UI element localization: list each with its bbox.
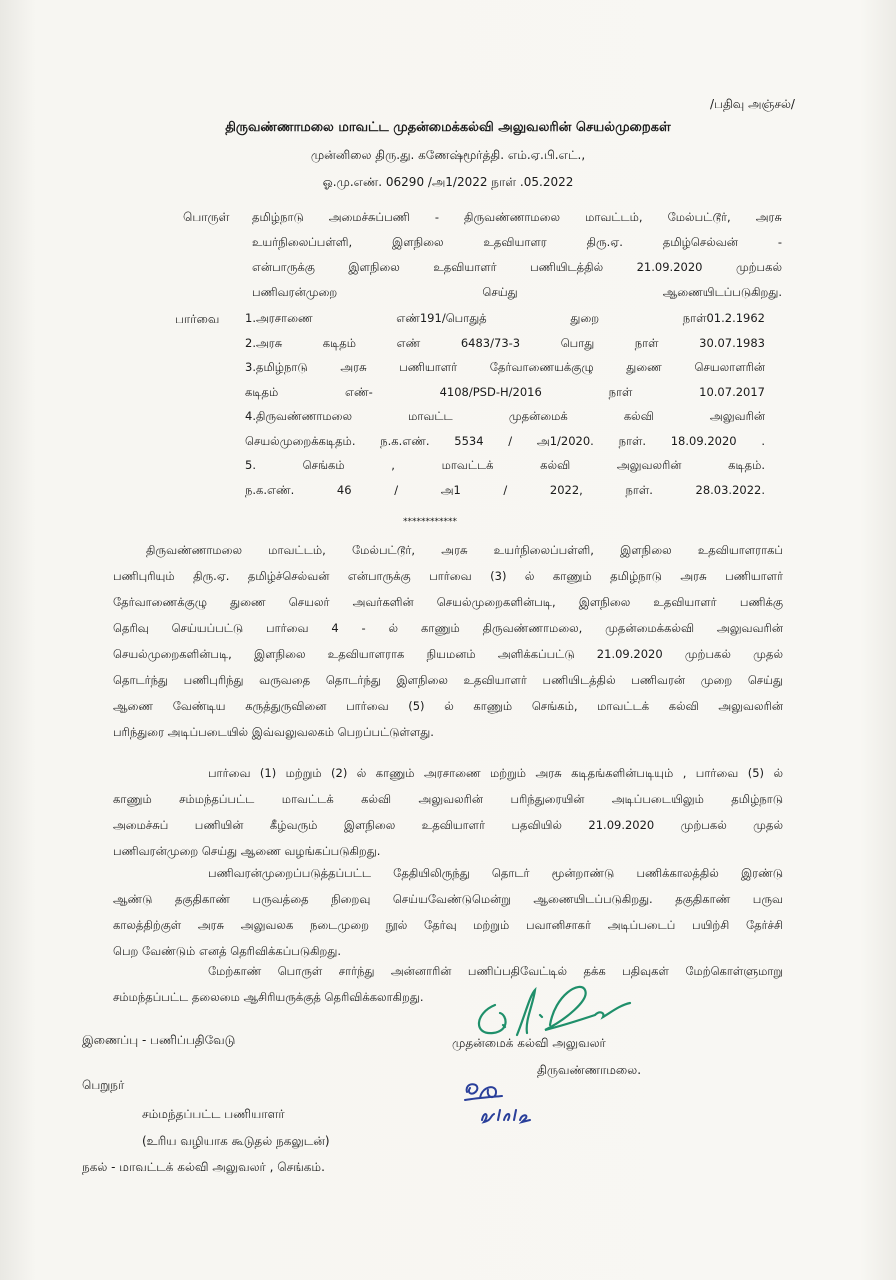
reference-item: செயல்முறைக்கடிதம். ந.க.எண். 5534 / அ1/2020. நாள். 18.09.2020 . [245,433,765,448]
initials-mark [462,1080,532,1130]
paragraph-line: காலத்திற்குள் அரசு அலுவலக நடைமுறை நூல் தேர்வு மற்றும் பவானிசாகர் அடிப்படைப் பயிற்சி தேர்ச்சி [113,918,783,932]
recipient-name: சம்மந்தப்பட்ட பணியாளர் [142,1107,285,1121]
paragraph-line: ஆண்டு தகுதிகாண் பருவத்தை நிறைவு செய்யவேண்டுமென்று ஆணையிடப்படுகிறது. தகுதிகாண் பருவ [113,892,783,906]
enclosure-label: இணைப்பு - பணிப்பதிவேடு [82,1033,236,1047]
subject-line: உயர்நிலைப்பள்ளி, இளநிலை உதவியாளர திரு.ஏ. தமிழ்செல்வன் - [252,235,782,249]
registered-post-label: /பதிவு அஞ்சல்/ [710,97,795,111]
paragraph-line: பார்வை (1) மற்றும் (2) ல் காணும் அரசாணை மற்றும் அரசு கடிதங்களின்படியும் , பார்வை (5) ல் [208,766,783,780]
reference-item: ந.க.எண். 46 / அ1 / 2022, நாள். 28.03.2022. [245,482,765,497]
body-paragraph-2 [113,760,783,864]
paragraph-line: திருவண்ணாமலை மாவட்டம், மேல்பட்டூர், அரசு உயர்நிலைப்பள்ளி, இளநிலை உதவியாளராகப் [146,543,783,557]
body-paragraph-1 [113,537,783,745]
paragraph-line: காணும் சம்மந்தப்பட்ட மாவட்டக் கல்வி அலுவலரின் பரிந்துரையின் அடிப்படையிலும் தமிழ்நாடு [113,792,783,806]
subject-line: தமிழ்நாடு அமைச்சுப்பணி - திருவண்ணாமலை மாவட்டம், மேல்பட்டூர், அரசு [252,210,782,224]
signatory-place: திருவண்ணாமலை. [537,1063,642,1077]
paragraph-line: தெரிவு செய்யப்பட்டு பார்வை 4 - ல் காணும் திருவண்ணாமலை, முதன்மைக்கல்வி அலுவவரின் [113,621,783,635]
reference-item: 2.அரசு கடிதம் எண் 6483/73-3 பொது நாள் 30.07.1983 [245,335,765,350]
recipient-note: (உரிய வழியாக கூடுதல் நகலுடன்) [142,1134,330,1148]
paragraph-line: பணிவரன்முறைப்படுத்தப்பட்ட தேதியிலிருந்து தொடர் மூன்றாண்டு பணிக்காலத்தில் இரண்டு [208,866,783,880]
paragraph-line: தேர்வாணைக்குழு துணை செயலர் அவர்களின் செயல்முறைகளின்படி, இளநிலை உதவியாளர் பணிக்கு [113,595,783,609]
recipient-label: பெறுநர் [82,1078,125,1092]
copy-to: நகல் - மாவட்டக் கல்வி அலுவலர் , செங்கம். [82,1160,325,1174]
reference-item: கடிதம் எண்- 4108/PSD-H/2016 நாள் 10.07.2017 [245,384,765,399]
references-label: பார்வை [175,312,220,326]
subject-label: பொருள் [183,210,230,224]
body-paragraph-4 [113,958,783,1010]
paragraph-line: ஆணை வேண்டிய கருத்துருவினை பார்வை (5) ல் காணும் செங்கம், மாவட்டக் கல்வி அலுவலரின் [113,699,783,713]
signatory-designation: முதன்மைக் கல்வி அலுவலர் [452,1036,606,1050]
document-title: திருவண்ணாமலை மாவட்ட முதன்மைக்கல்வி அலுவலரின் செயல்முறைகள் [225,120,671,135]
presence-line: முன்னிலை திரு.து. கணேஷ்மூர்த்தி. எம்.ஏ.பி.எட்., [310,148,586,162]
references-list [245,306,765,502]
paragraph-line: பெற வேண்டும் எனத் தெரிவிக்கப்படுகிறது. [113,944,342,958]
subject-text [252,205,782,305]
paragraph-line: தொடர்ந்து பணிபுரிந்து வருவதை தொடர்ந்து இளநிலை உதவியாளர் பணியிடத்தில் பணிவரன் முறை செய்து [113,673,783,687]
separator: ************ [403,517,457,527]
body-paragraph-3 [113,860,783,964]
paragraph-line: அமைச்சுப் பணியின் கீழ்வரும் இளநிலை உதவியாளர் பதவியில் 21.09.2020 முற்பகல் முதல் [113,818,783,832]
paragraph-line: பணிபுரியும் திரு.ஏ. தமிழ்ச்செல்வன் என்பாருக்கு பார்வை (3) ல் காணும் தமிழ்நாடு அரசு பணியாளர் [113,569,783,583]
reference-item: 4.திருவண்ணாமலை மாவட்ட முதன்மைக் கல்வி அலுவரின் [245,409,765,423]
reference-item: 1.அரசாணை எண்191/பொதுத் துறை நாள்01.2.1962 [245,311,765,325]
reference-item: 3.தமிழ்நாடு அரசு பணியாளர் தேர்வாணையக்குழு துணை செயலாளரின் [245,360,765,374]
paragraph-line: செயல்முறைகளின்படி, இளநிலை உதவியாளராக நியமனம் அளிக்கப்பட்டு 21.09.2020 முற்பகல் முதல் [113,647,783,661]
reference-item: 5. செங்கம் , மாவட்டக் கல்வி அலுவலரின் கடிதம். [245,458,765,472]
paragraph-line: மேற்காண் பொருள் சார்ந்து அன்னாரின் பணிப்பதிவேட்டில் தக்க பதிவுகள் மேற்கொள்ளுமாறு [208,964,783,978]
paragraph-line: சம்மந்தப்பட்ட தலைமை ஆசிரியருக்குத் தெரிவிக்கலாகிறது. [113,990,424,1004]
subject-line: பணிவரன்முறை செய்து ஆணையிடப்படுகிறது. [252,285,782,299]
paragraph-line: பணிவரன்முறை செய்து ஆணை வழங்கப்படுகிறது. [113,844,381,858]
paragraph-line: பரிந்துரை அடிப்படையில் இவ்வலுவலகம் பெறப்பட்டுள்ளது. [113,725,434,739]
reference-number: ஓ.மு.எண். 06290 /அ1/2022 நாள் .05.2022 [322,175,574,189]
subject-line: என்பாருக்கு இளநிலை உதவியாளர் பணியிடத்தில் 21.09.2020 முற்பகல் [252,260,782,274]
